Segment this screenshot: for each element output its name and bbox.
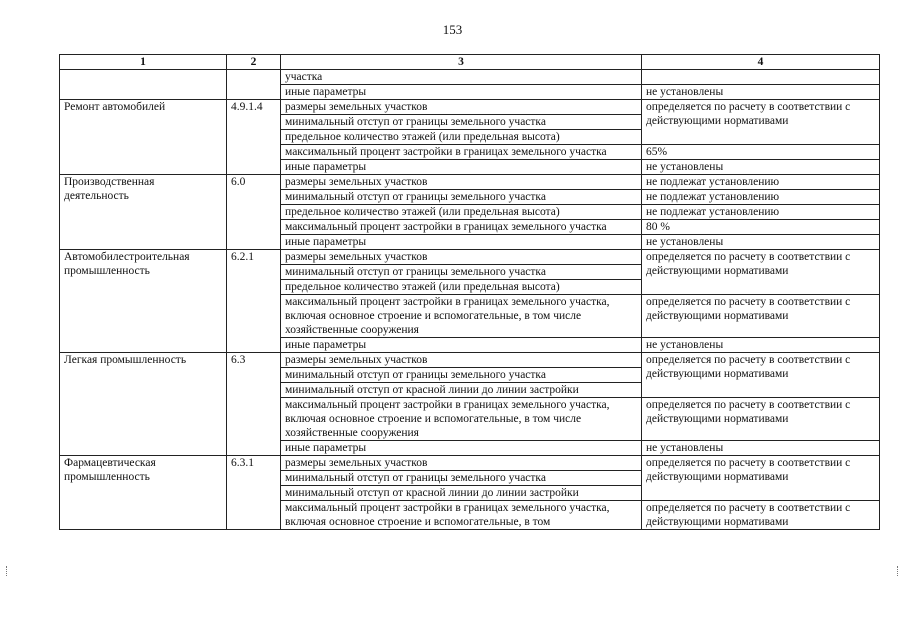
value-cell: определяется по расчету в соответствии с действующими нормативами xyxy=(642,295,880,338)
table-row xyxy=(60,175,880,190)
use-name-cell: Автомобилестроительная промышленность xyxy=(60,250,227,353)
parameter-cell: иные параметры xyxy=(281,338,642,353)
parameter-cell: предельное количество этажей (или предельная высота) xyxy=(281,130,642,145)
value-cell: определяется по расчету в соответствии с действующими нормативами xyxy=(642,456,880,501)
parameter-cell: иные параметры xyxy=(281,441,642,456)
parameter-cell: размеры земельных участков xyxy=(281,175,642,190)
parameter-cell: размеры земельных участков xyxy=(281,100,642,115)
column-header: 3 xyxy=(281,55,642,70)
use-code-cell xyxy=(227,70,281,100)
parameter-cell: минимальный отступ от границы земельного участка xyxy=(281,190,642,205)
use-name-cell xyxy=(60,70,227,100)
use-code-cell: 4.9.1.4 xyxy=(227,100,281,175)
use-name-cell: Ремонт автомобилей xyxy=(60,100,227,175)
use-code-cell: 6.3.1 xyxy=(227,456,281,530)
value-cell: определяется по расчету в соответствии с действующими нормативами xyxy=(642,250,880,295)
parameter-cell: максимальный процент застройки в границах земельного участка xyxy=(281,220,642,235)
parameter-cell: минимальный отступ от границы земельного участка xyxy=(281,115,642,130)
parameter-cell: максимальный процент застройки в границах земельного участка xyxy=(281,145,642,160)
value-cell: не установлены xyxy=(642,235,880,250)
use-code-cell: 6.3 xyxy=(227,353,281,456)
table-row xyxy=(60,456,880,471)
parameter-cell: иные параметры xyxy=(281,85,642,100)
column-header: 4 xyxy=(642,55,880,70)
table-row xyxy=(60,100,880,115)
use-name-cell: Легкая промышленность xyxy=(60,353,227,456)
value-cell: 80 % xyxy=(642,220,880,235)
table-row xyxy=(60,70,880,85)
column-header: 2 xyxy=(227,55,281,70)
parameter-cell: минимальный отступ от границы земельного участка xyxy=(281,265,642,280)
parameter-cell: размеры земельных участков xyxy=(281,353,642,368)
value-cell: не установлены xyxy=(642,338,880,353)
parameter-cell: минимальный отступ от границы земельного участка xyxy=(281,368,642,383)
header-row xyxy=(60,55,880,70)
value-cell: не подлежат установлению xyxy=(642,175,880,190)
value-cell: не подлежат установлению xyxy=(642,190,880,205)
value-cell: 65% xyxy=(642,145,880,160)
use-code-cell: 6.0 xyxy=(227,175,281,250)
parameter-cell: минимальный отступ от красной линии до линии застройки xyxy=(281,486,642,501)
parameter-cell: минимальный отступ от границы земельного участка xyxy=(281,471,642,486)
parameter-cell: иные параметры xyxy=(281,160,642,175)
parameter-cell: иные параметры xyxy=(281,235,642,250)
value-cell: определяется по расчету в соответствии с действующими нормативами xyxy=(642,501,880,530)
table-body xyxy=(60,70,880,530)
parameter-cell: размеры земельных участков xyxy=(281,456,642,471)
parameter-cell: максимальный процент застройки в границах земельного участка, включая основное строение и вспомогательные, в том xyxy=(281,501,642,530)
left-margin-mark xyxy=(6,566,9,576)
use-name-cell: Фармацевтическая промышленность xyxy=(60,456,227,530)
value-cell: не установлены xyxy=(642,160,880,175)
parameter-cell: максимальный процент застройки в границах земельного участка, включая основное строение и вспомогательные, в том числе хозяйственные сооружения xyxy=(281,295,642,338)
value-cell: не подлежат установлению xyxy=(642,205,880,220)
value-cell xyxy=(642,70,880,85)
page-number: 153 xyxy=(442,22,463,37)
land-use-table xyxy=(59,54,880,530)
value-cell: определяется по расчету в соответствии с действующими нормативами xyxy=(642,398,880,441)
use-code-cell: 6.2.1 xyxy=(227,250,281,353)
value-cell: не установлены xyxy=(642,85,880,100)
parameter-cell: минимальный отступ от красной линии до линии застройки xyxy=(281,383,642,398)
table-row xyxy=(60,250,880,265)
use-name-cell: Производственная деятельность xyxy=(60,175,227,250)
parameter-cell: максимальный процент застройки в границах земельного участка, включая основное строение и вспомогательные, в том числе хозяйственные сооружения xyxy=(281,398,642,441)
value-cell: определяется по расчету в соответствии с действующими нормативами xyxy=(642,100,880,145)
parameter-cell: предельное количество этажей (или предельная высота) xyxy=(281,280,642,295)
parameter-cell: предельное количество этажей (или предельная высота) xyxy=(281,205,642,220)
right-margin-mark xyxy=(897,566,900,576)
parameter-cell: размеры земельных участков xyxy=(281,250,642,265)
column-header: 1 xyxy=(60,55,227,70)
table-row xyxy=(60,353,880,368)
value-cell: определяется по расчету в соответствии с действующими нормативами xyxy=(642,353,880,398)
value-cell: не установлены xyxy=(642,441,880,456)
parameter-cell: участка xyxy=(281,70,642,85)
